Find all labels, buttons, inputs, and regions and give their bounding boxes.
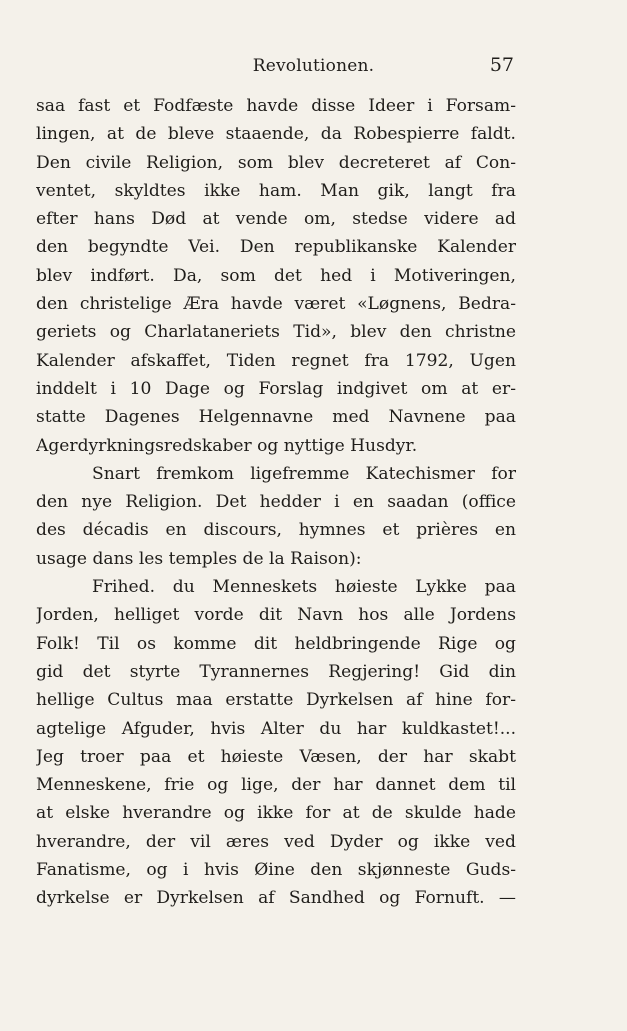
text-line: geriets og Charlataneriets Tid», blev den christne	[36, 322, 516, 343]
text-line: Kalender afskaffet, Tiden regnet fra 1792, Ugen	[36, 350, 516, 371]
running-title: Revolutionen.	[252, 56, 375, 76]
text-line: Frihed. du Menneskets høieste Lykke paa	[92, 577, 516, 598]
text-line: at elske hverandre og ikke for at de skulde hade	[36, 803, 516, 824]
text-line: Jorden, helliget vorde dit Navn hos alle Jordens	[36, 605, 516, 626]
text-line: Folk! Til os komme dit heldbringende Rige og	[36, 633, 516, 654]
text-line: den nye Religion. Det hedder i en saadan (office	[36, 492, 516, 513]
text-line: den begyndte Vei. Den republikanske Kalender	[36, 237, 516, 258]
text-line: efter hans Død at vende om, stedse videre ad	[36, 209, 516, 230]
text-line: hverandre, der vil æres ved Dyder og ikke ved	[36, 831, 516, 852]
text-line: inddelt i 10 Dage og Forslag indgivet om at er-	[36, 378, 516, 399]
text-line: lingen, at de bleve staaende, da Robespierre faldt.	[36, 124, 516, 145]
text-line: des décadis en discours, hymnes et prières en	[36, 520, 516, 541]
text-line: usage dans les temples de la Raison):	[36, 548, 362, 569]
text-line: den christelige Æra havde været «Løgnens, Bedra-	[36, 294, 516, 315]
text-line: hellige Cultus maa erstatte Dyrkelsen af hine for-	[36, 690, 516, 711]
text-line: dyrkelse er Dyrkelsen af Sandhed og Fornuft. —	[36, 888, 516, 909]
text-line: Agerdyrkningsredskaber og nyttige Husdyr.	[36, 435, 418, 456]
text-line: agtelige Afguder, hvis Alter du har kuldkastet!...	[36, 718, 516, 739]
text-line: Fanatisme, og i hvis Øine den skjønneste Guds-	[36, 860, 516, 881]
text-line: Jeg troer paa et høieste Væsen, der har skabt	[36, 746, 516, 767]
text-line: ventet, skyldtes ikke ham. Man gik, langt fra	[36, 180, 516, 201]
text-line: saa fast et Fodfæste havde disse Ideer i Forsam-	[36, 96, 516, 116]
text-line: statte Dagenes Helgennavne med Navnene paa	[36, 407, 516, 428]
body-text	[36, 92, 516, 913]
text-line: Menneskene, frie og lige, der har dannet dem til	[36, 775, 516, 796]
text-line: gid det styrte Tyrannernes Regjering! Gid din	[36, 661, 516, 682]
text-line: blev indført. Da, som det hed i Motiveringen,	[36, 265, 516, 286]
page-number: 57	[489, 54, 514, 76]
text-line: Snart fremkom ligefremme Katechismer for	[92, 463, 516, 484]
running-head	[0, 52, 627, 80]
text-line: Den civile Religion, som blev decreteret af Con-	[36, 152, 516, 173]
